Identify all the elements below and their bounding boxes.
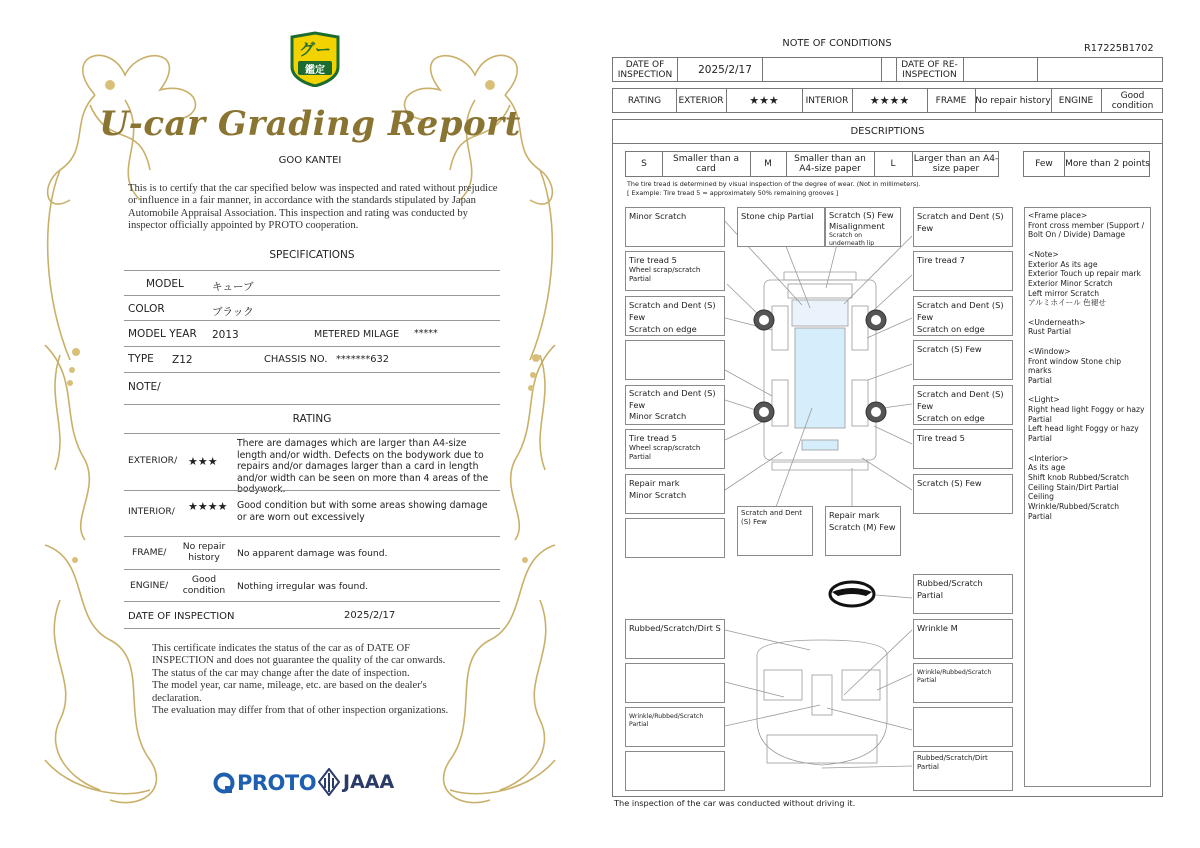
box-line: Misalignment bbox=[829, 221, 885, 231]
chassis-label: CHASSIS NO. bbox=[264, 354, 328, 365]
note-line: Front cross member (Support / bbox=[1028, 220, 1145, 230]
box-line: Scratch on edge bbox=[917, 413, 985, 423]
note-line: Bolt On / Divide) Damage bbox=[1028, 230, 1126, 240]
box-line: Minor Scratch bbox=[629, 411, 687, 421]
frame-label: FRAME bbox=[935, 95, 967, 106]
tire-note bbox=[627, 180, 921, 198]
note-line: As its age bbox=[1028, 463, 1066, 473]
frame-value: No repair history bbox=[975, 95, 1051, 106]
disclaimer-line: The evaluation may differ from that of other inspection organizations. bbox=[152, 705, 449, 717]
damage-box-rear-gate bbox=[825, 506, 901, 556]
note-line: Partial bbox=[1028, 375, 1052, 385]
note-line: Ceiling Stain/Dirt Partial bbox=[1028, 482, 1119, 492]
box-line: Scratch on edge bbox=[917, 324, 985, 334]
model-value: キューブ bbox=[212, 281, 254, 293]
model-label: MODEL bbox=[146, 278, 184, 290]
damage-box-front-lip bbox=[825, 207, 901, 247]
model-year-label: MODEL YEAR bbox=[128, 328, 197, 340]
box-line: Wheel scrap/scratch Partial bbox=[629, 444, 701, 461]
interior-box-shift bbox=[913, 707, 1013, 747]
engine-value: Good condition bbox=[1111, 90, 1154, 111]
box-line: Wrinkle/Rubbed/Scratch Partial bbox=[917, 669, 992, 684]
exterior-stars: ★★★ bbox=[188, 455, 218, 468]
model-year-value: 2013 bbox=[212, 329, 239, 341]
logo-subtext: 鑑定 bbox=[305, 65, 325, 76]
logo-text: グー bbox=[298, 40, 331, 59]
note-line: Left mirror Scratch bbox=[1028, 288, 1100, 298]
box-line: Minor Scratch bbox=[629, 490, 687, 500]
date-of-inspection-label: DATE OF INSPECTION bbox=[617, 59, 673, 80]
interior-label: INTERIOR/ bbox=[128, 506, 175, 517]
goo-kantei-logo bbox=[288, 31, 342, 87]
note-line: Wrinkle/Rubbed/Scratch bbox=[1028, 502, 1120, 512]
proto-logo bbox=[213, 771, 316, 795]
disclaimer-line: INSPECTION and does not guarantee the quality of the car onwards. bbox=[152, 655, 446, 667]
box-line: Scratch and Dent (S) Few bbox=[629, 388, 716, 410]
box-line: Tire tread 5 bbox=[629, 255, 677, 265]
few-label: Few bbox=[1035, 159, 1053, 169]
condition-notes bbox=[1024, 207, 1151, 787]
note-line: Shift knob Rubbed/Scratch bbox=[1028, 472, 1129, 482]
rating-row bbox=[612, 88, 1163, 113]
disclaimer-line: declaration. bbox=[152, 692, 202, 704]
box-line: Repair mark bbox=[829, 510, 880, 520]
interior-description: Good condition but with some areas showing damage or are worn out excessively bbox=[237, 500, 488, 523]
steering-wheel-icon bbox=[830, 582, 874, 606]
legend-text: Larger than an A4-size paper bbox=[913, 154, 999, 174]
metered-milage-label: METERED MILAGE bbox=[314, 329, 400, 340]
legend-code: S bbox=[641, 159, 647, 169]
box-line: Scratch and Dent (S) Few bbox=[741, 509, 802, 526]
note-line: Exterior Minor Scratch bbox=[1028, 278, 1113, 288]
note-line: Exterior As its age bbox=[1028, 259, 1098, 269]
note-line bbox=[1028, 308, 1147, 318]
type-value: Z12 bbox=[172, 354, 193, 366]
box-line: Scratch and Dent (S) Few bbox=[629, 300, 716, 322]
interior-box-steering: Rubbed/Scratch Partial bbox=[913, 574, 1013, 614]
note-line: Partial bbox=[1028, 414, 1052, 424]
sheet-footer: The inspection of the car was conducted without driving it. bbox=[614, 798, 856, 808]
engine-value: Good condition bbox=[182, 574, 226, 596]
damage-box-front-bumper: Stone chip Partial bbox=[737, 207, 825, 247]
color-label: COLOR bbox=[128, 303, 165, 315]
tire-note-line: The tire tread is determined by visual inspection of the degree of wear. (Not in millimeters). bbox=[627, 180, 921, 188]
box-line: Scratch on edge bbox=[629, 324, 697, 334]
descriptions-heading: DESCRIPTIONS bbox=[612, 119, 1163, 144]
exterior-description: There are damages which are larger than A4-size length and/or width. Defects on the bodywork due to repairs and/or damages larger than a card in length and/or width can be seen on more than 4 areas of the bodywork. bbox=[237, 438, 489, 496]
date-row bbox=[612, 57, 1163, 82]
tire-note-line: [ Example: Tire tread 5 = approximately 50% remaining grooves ] bbox=[627, 189, 839, 197]
note-line: Front window Stone chip marks bbox=[1028, 356, 1122, 376]
proto-logo-text: PROTO bbox=[237, 771, 317, 795]
reference-number: R17225B1702 bbox=[1084, 43, 1154, 54]
rating-heading: RATING bbox=[292, 413, 332, 425]
damage-box-front-left: Minor Scratch bbox=[625, 207, 725, 247]
note-line: <Underneath> bbox=[1028, 317, 1086, 327]
box-line: Wheel scrap/scratch Partial bbox=[629, 266, 701, 283]
exterior-label: EXTERIOR bbox=[678, 95, 724, 106]
disclaimer-line: The model year, car name, mileage, etc. are based on the dealer's bbox=[152, 680, 427, 692]
damage-box-right-front-door: Scratch (S) Few bbox=[913, 340, 1013, 380]
interior-rating: ★★★★ bbox=[869, 93, 910, 107]
interior-box-front-seat-right: Wrinkle M bbox=[913, 619, 1013, 659]
box-line: Scratch and Dent (S) Few bbox=[917, 389, 1004, 411]
note-line: アルミホイール 色褪せ bbox=[1028, 298, 1106, 308]
note-line: Right head light Foggy or hazy bbox=[1028, 405, 1145, 414]
box-line: Scratch and Dent (S) Few bbox=[917, 300, 1004, 322]
box-line: Scratch on underneath lip bbox=[829, 232, 875, 247]
legend-code: M bbox=[764, 159, 772, 169]
damage-box-left-rear-door bbox=[625, 385, 725, 425]
type-label: TYPE bbox=[128, 353, 154, 365]
rating-label: RATING bbox=[627, 95, 662, 106]
exterior-label: EXTERIOR/ bbox=[128, 455, 178, 466]
damage-box-right-rear-tire: Tire tread 5 bbox=[913, 429, 1013, 469]
box-line: Scratch (S) Few bbox=[829, 210, 894, 220]
damage-box-left-rear bbox=[625, 474, 725, 514]
interior-box-ceiling: Rubbed/Scratch/Dirt S bbox=[625, 619, 725, 659]
date-of-inspection-label: DATE OF INSPECTION bbox=[128, 611, 235, 622]
frame-description: No apparent damage was found. bbox=[237, 548, 388, 559]
size-legend bbox=[625, 151, 999, 177]
note-line bbox=[1028, 386, 1147, 396]
damage-box-right-rear: Scratch (S) Few bbox=[913, 474, 1013, 514]
color-value: ブラック bbox=[212, 306, 254, 318]
damage-box-left-rear-tire bbox=[625, 429, 725, 469]
proto-mark-icon bbox=[213, 772, 235, 794]
date-of-reinspection-label: DATE OF RE-INSPECTION bbox=[901, 59, 958, 80]
interior-box-front-seat-left bbox=[625, 663, 725, 703]
jaaa-mark-icon bbox=[318, 768, 340, 796]
date-of-inspection-value: 2025/2/17 bbox=[698, 63, 752, 76]
note-line: Rust Partial bbox=[1028, 327, 1071, 337]
damage-box-rear-bumper bbox=[737, 506, 813, 556]
specifications-heading: SPECIFICATIONS bbox=[269, 249, 355, 261]
metered-milage-value: ***** bbox=[414, 328, 438, 339]
damage-box-left-front-fender bbox=[625, 296, 725, 336]
engine-label: ENGINE bbox=[1058, 95, 1094, 106]
interior-box-console bbox=[625, 707, 725, 747]
damage-box-left-front-tire bbox=[625, 251, 725, 291]
box-line: Rubbed/Scratch/Dirt Partial bbox=[917, 754, 988, 771]
note-line: Ceiling bbox=[1028, 492, 1054, 502]
damage-box-right-rear-door bbox=[913, 385, 1013, 425]
damage-box-left-front-door bbox=[625, 340, 725, 380]
interior-stars: ★★★★ bbox=[188, 500, 228, 513]
jaaa-logo-text: JAAA bbox=[343, 771, 395, 793]
certificate-title: U-car Grading Report bbox=[99, 104, 521, 144]
engine-label: ENGINE/ bbox=[130, 580, 169, 591]
exterior-rating: ★★★ bbox=[749, 93, 779, 107]
note-line bbox=[1028, 444, 1147, 454]
disclaimer-line: The status of the car may change after the date of inspection. bbox=[152, 667, 410, 679]
damage-box-front-right: Scratch and Dent (S) Few bbox=[913, 207, 1013, 247]
certificate-disclaimer bbox=[152, 643, 492, 717]
interior-label: INTERIOR bbox=[805, 95, 849, 106]
note-line: <Light> bbox=[1028, 395, 1060, 405]
jaaa-logo bbox=[318, 768, 394, 796]
box-line bbox=[629, 423, 721, 426]
note-label: NOTE/ bbox=[128, 381, 161, 393]
damage-box-right-front-tire: Tire tread 7 bbox=[913, 251, 1013, 291]
note-line: <Note> bbox=[1028, 249, 1059, 259]
note-line: Left head light Foggy or hazy bbox=[1028, 424, 1139, 434]
sheet-title: NOTE OF CONDITIONS bbox=[782, 38, 892, 49]
note-line: <Window> bbox=[1028, 346, 1071, 356]
chassis-value: *******632 bbox=[336, 354, 389, 365]
box-line: Tire tread 5 bbox=[629, 433, 677, 443]
frame-value: No repair history bbox=[182, 541, 226, 563]
certificate-subtitle: GOO KANTEI bbox=[278, 155, 342, 166]
date-of-inspection-value: 2025/2/17 bbox=[344, 610, 396, 621]
note-line: <Frame place> bbox=[1028, 211, 1088, 220]
damage-box-left-rear-bumper bbox=[625, 518, 725, 558]
note-line bbox=[1028, 337, 1147, 347]
interior-box-door-trim bbox=[913, 663, 1013, 703]
note-line: Partial bbox=[1028, 511, 1052, 521]
legend-text: Smaller than a card bbox=[673, 154, 739, 174]
box-line: Wrinkle/Rubbed/Scratch Partial bbox=[629, 713, 704, 728]
box-line: Scratch (M) Few bbox=[829, 522, 896, 532]
engine-description: Nothing irregular was found. bbox=[237, 581, 369, 592]
note-line: Partial bbox=[1028, 434, 1052, 444]
note-line: <Interior> bbox=[1028, 453, 1069, 463]
few-legend bbox=[1023, 151, 1150, 177]
interior-box-rear-seat bbox=[625, 751, 725, 791]
interior-box-rear-trim bbox=[913, 751, 1013, 791]
frame-label: FRAME/ bbox=[132, 547, 167, 558]
note-line bbox=[1028, 240, 1147, 250]
box-line: Repair mark bbox=[629, 478, 680, 488]
certificate-intro: This is to certify that the car specified below was inspected and rated without prejudice or influence in a fair manner, in accordance with the standards stipulated by Japan Automobile Appraisal Association. This inspection and rating was conducted by inspector officially appointed by PROTO cooperation. bbox=[128, 183, 498, 232]
few-text: More than 2 points bbox=[1065, 159, 1150, 169]
legend-code: L bbox=[890, 159, 896, 169]
note-line: Exterior Touch up repair mark bbox=[1028, 269, 1141, 279]
damage-box-right-front-fender bbox=[913, 296, 1013, 336]
legend-text: Smaller than an A4-size paper bbox=[794, 154, 866, 174]
disclaimer-line: This certificate indicates the status of the car as of DATE OF bbox=[152, 643, 410, 654]
